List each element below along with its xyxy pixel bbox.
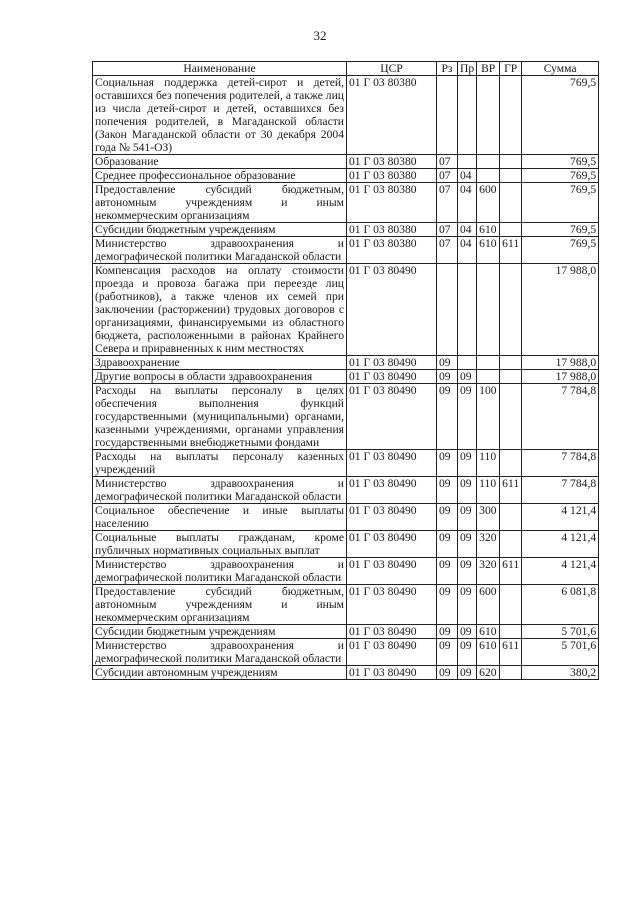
cell-rz: 09 <box>437 639 458 666</box>
cell-pr <box>458 356 477 370</box>
budget-table <box>92 61 599 680</box>
cell-pr: 04 <box>458 237 477 264</box>
cell-sum: 769,5 <box>522 237 599 264</box>
cell-name: Образование <box>93 155 347 169</box>
cell-sum: 7 784,8 <box>522 384 599 450</box>
cell-vr: 320 <box>477 558 500 585</box>
cell-rz: 09 <box>437 558 458 585</box>
cell-name: Предоставление субсидий бюджетным, автономным учреждениям и иным некоммерческим организациям <box>93 585 347 625</box>
cell-sum: 17 988,0 <box>522 264 599 356</box>
header-vr: ВР <box>477 62 500 76</box>
cell-pr: 09 <box>458 639 477 666</box>
page-number: 32 <box>313 28 327 43</box>
table-row <box>93 223 599 237</box>
cell-pr: 09 <box>458 625 477 639</box>
cell-gr <box>500 504 522 531</box>
cell-pr: 09 <box>458 666 477 680</box>
cell-vr: 600 <box>477 585 500 625</box>
table-row <box>93 237 599 264</box>
cell-sum: 5 701,6 <box>522 639 599 666</box>
cell-name: Министерство здравоохранения и демографической политики Магаданской области <box>93 639 347 666</box>
cell-name: Другие вопросы в области здравоохранения <box>93 370 347 384</box>
header-csr: ЦСР <box>347 62 437 76</box>
cell-name: Министерство здравоохранения и демографической политики Магаданской области <box>93 558 347 585</box>
header-rz: Рз <box>437 62 458 76</box>
cell-sum: 17 988,0 <box>522 370 599 384</box>
cell-vr: 620 <box>477 666 500 680</box>
cell-gr <box>500 183 522 223</box>
cell-vr: 110 <box>477 477 500 504</box>
cell-vr: 610 <box>477 625 500 639</box>
cell-csr: 01 Г 03 80490 <box>347 666 437 680</box>
cell-gr <box>500 264 522 356</box>
cell-sum: 769,5 <box>522 155 599 169</box>
cell-csr: 01 Г 03 80490 <box>347 370 437 384</box>
cell-gr <box>500 450 522 477</box>
cell-vr: 610 <box>477 223 500 237</box>
cell-sum: 769,5 <box>522 169 599 183</box>
cell-pr: 09 <box>458 370 477 384</box>
table-row <box>93 585 599 625</box>
cell-csr: 01 Г 03 80490 <box>347 625 437 639</box>
table-row <box>93 625 599 639</box>
cell-rz: 09 <box>437 531 458 558</box>
table-row <box>93 264 599 356</box>
cell-pr: 04 <box>458 169 477 183</box>
cell-gr <box>500 666 522 680</box>
cell-vr <box>477 169 500 183</box>
cell-csr: 01 Г 03 80380 <box>347 237 437 264</box>
cell-vr <box>477 264 500 356</box>
cell-csr: 01 Г 03 80490 <box>347 585 437 625</box>
cell-vr: 610 <box>477 639 500 666</box>
cell-pr: 09 <box>458 585 477 625</box>
cell-rz: 07 <box>437 183 458 223</box>
cell-name: Расходы на выплаты персоналу казенных учреждений <box>93 450 347 477</box>
cell-vr <box>477 356 500 370</box>
table-row <box>93 370 599 384</box>
cell-sum: 769,5 <box>522 183 599 223</box>
header-name: Наименование <box>93 62 347 76</box>
cell-gr: 611 <box>500 639 522 666</box>
cell-rz: 09 <box>437 450 458 477</box>
cell-gr: 611 <box>500 558 522 585</box>
cell-gr <box>500 585 522 625</box>
cell-rz: 09 <box>437 384 458 450</box>
cell-sum: 4 121,4 <box>522 531 599 558</box>
cell-gr <box>500 76 522 155</box>
cell-name: Министерство здравоохранения и демографической политики Магаданской области <box>93 477 347 504</box>
cell-name: Здравоохранение <box>93 356 347 370</box>
cell-csr: 01 Г 03 80490 <box>347 639 437 666</box>
table-row <box>93 155 599 169</box>
cell-rz: 09 <box>437 370 458 384</box>
table-row <box>93 531 599 558</box>
table-row <box>93 183 599 223</box>
cell-pr: 04 <box>458 223 477 237</box>
cell-csr: 01 Г 03 80490 <box>347 558 437 585</box>
cell-csr: 01 Г 03 80490 <box>347 450 437 477</box>
cell-pr: 09 <box>458 531 477 558</box>
cell-rz <box>437 76 458 155</box>
table-row <box>93 384 599 450</box>
cell-rz: 07 <box>437 237 458 264</box>
cell-name: Субсидии автономным учреждениям <box>93 666 347 680</box>
cell-pr <box>458 264 477 356</box>
cell-pr: 09 <box>458 450 477 477</box>
cell-csr: 01 Г 03 80380 <box>347 223 437 237</box>
table-row <box>93 558 599 585</box>
cell-name: Социальная поддержка детей-сирот и детей, оставшихся без попечения родителей, а также лиц из числа детей-сирот и детей, оставшихся без попечения родителей, в Магаданской области (Закон Магаданской области от 30 декабря 2004 года № 541-ОЗ) <box>93 76 347 155</box>
cell-name: Компенсация расходов на оплату стоимости проезда и провоза багажа при переезде лиц (работников), а также членов их семей при заключении (расторжении) трудовых договоров с организациями, финансируемыми из областного бюджета, расположенными в районах Крайнего Севера и приравненных к ним местностях <box>93 264 347 356</box>
cell-vr: 320 <box>477 531 500 558</box>
table-row <box>93 450 599 477</box>
cell-gr <box>500 169 522 183</box>
cell-sum: 7 784,8 <box>522 450 599 477</box>
cell-rz: 09 <box>437 625 458 639</box>
cell-csr: 01 Г 03 80490 <box>347 477 437 504</box>
cell-sum: 4 121,4 <box>522 504 599 531</box>
cell-csr: 01 Г 03 80490 <box>347 531 437 558</box>
cell-rz: 07 <box>437 155 458 169</box>
cell-pr: 09 <box>458 477 477 504</box>
cell-vr: 100 <box>477 384 500 450</box>
table-row <box>93 76 599 155</box>
cell-gr: 611 <box>500 477 522 504</box>
table-row <box>93 356 599 370</box>
cell-csr: 01 Г 03 80380 <box>347 169 437 183</box>
table-header-row <box>93 62 599 76</box>
cell-name: Среднее профессиональное образование <box>93 169 347 183</box>
cell-vr <box>477 155 500 169</box>
cell-gr <box>500 370 522 384</box>
cell-gr <box>500 356 522 370</box>
cell-csr: 01 Г 03 80490 <box>347 264 437 356</box>
table-row <box>93 504 599 531</box>
cell-vr: 600 <box>477 183 500 223</box>
cell-rz: 09 <box>437 666 458 680</box>
cell-csr: 01 Г 03 80490 <box>347 504 437 531</box>
cell-gr: 611 <box>500 237 522 264</box>
cell-pr <box>458 155 477 169</box>
cell-rz: 07 <box>437 223 458 237</box>
cell-name: Субсидии бюджетным учреждениям <box>93 625 347 639</box>
cell-name: Предоставление субсидий бюджетным, автономным учреждениям и иным некоммерческим организациям <box>93 183 347 223</box>
cell-pr: 09 <box>458 558 477 585</box>
cell-vr: 110 <box>477 450 500 477</box>
table-row <box>93 477 599 504</box>
cell-gr <box>500 384 522 450</box>
cell-rz: 07 <box>437 169 458 183</box>
cell-csr: 01 Г 03 80490 <box>347 384 437 450</box>
cell-csr: 01 Г 03 80490 <box>347 356 437 370</box>
header-pr: Пр <box>458 62 477 76</box>
cell-sum: 17 988,0 <box>522 356 599 370</box>
cell-gr <box>500 223 522 237</box>
cell-sum: 6 081,8 <box>522 585 599 625</box>
table-row <box>93 169 599 183</box>
cell-rz <box>437 264 458 356</box>
cell-sum: 4 121,4 <box>522 558 599 585</box>
cell-sum: 769,5 <box>522 223 599 237</box>
cell-rz: 09 <box>437 477 458 504</box>
cell-pr: 04 <box>458 183 477 223</box>
cell-vr: 300 <box>477 504 500 531</box>
cell-pr: 09 <box>458 384 477 450</box>
cell-csr: 01 Г 03 80380 <box>347 76 437 155</box>
cell-csr: 01 Г 03 80380 <box>347 183 437 223</box>
cell-gr <box>500 155 522 169</box>
cell-rz: 09 <box>437 504 458 531</box>
cell-vr <box>477 76 500 155</box>
table-row <box>93 666 599 680</box>
cell-name: Министерство здравоохранения и демографической политики Магаданской области <box>93 237 347 264</box>
cell-vr <box>477 370 500 384</box>
cell-vr: 610 <box>477 237 500 264</box>
cell-sum: 769,5 <box>522 76 599 155</box>
cell-sum: 7 784,8 <box>522 477 599 504</box>
cell-pr: 09 <box>458 504 477 531</box>
cell-name: Расходы на выплаты персоналу в целях обеспечения выполнения функций государственными (муниципальными) органами, казенными учреждениями, органами управления государственными внебюджетными фондами <box>93 384 347 450</box>
cell-name: Социальные выплаты гражданам, кроме публичных нормативных социальных выплат <box>93 531 347 558</box>
cell-sum: 380,2 <box>522 666 599 680</box>
cell-gr <box>500 531 522 558</box>
cell-rz: 09 <box>437 356 458 370</box>
cell-pr <box>458 76 477 155</box>
header-sum: Сумма <box>522 62 599 76</box>
cell-name: Субсидии бюджетным учреждениям <box>93 223 347 237</box>
header-gr: ГР <box>500 62 522 76</box>
table-row <box>93 639 599 666</box>
cell-name: Социальное обеспечение и иные выплаты населению <box>93 504 347 531</box>
cell-sum: 5 701,6 <box>522 625 599 639</box>
cell-gr <box>500 625 522 639</box>
cell-rz: 09 <box>437 585 458 625</box>
cell-csr: 01 Г 03 80380 <box>347 155 437 169</box>
